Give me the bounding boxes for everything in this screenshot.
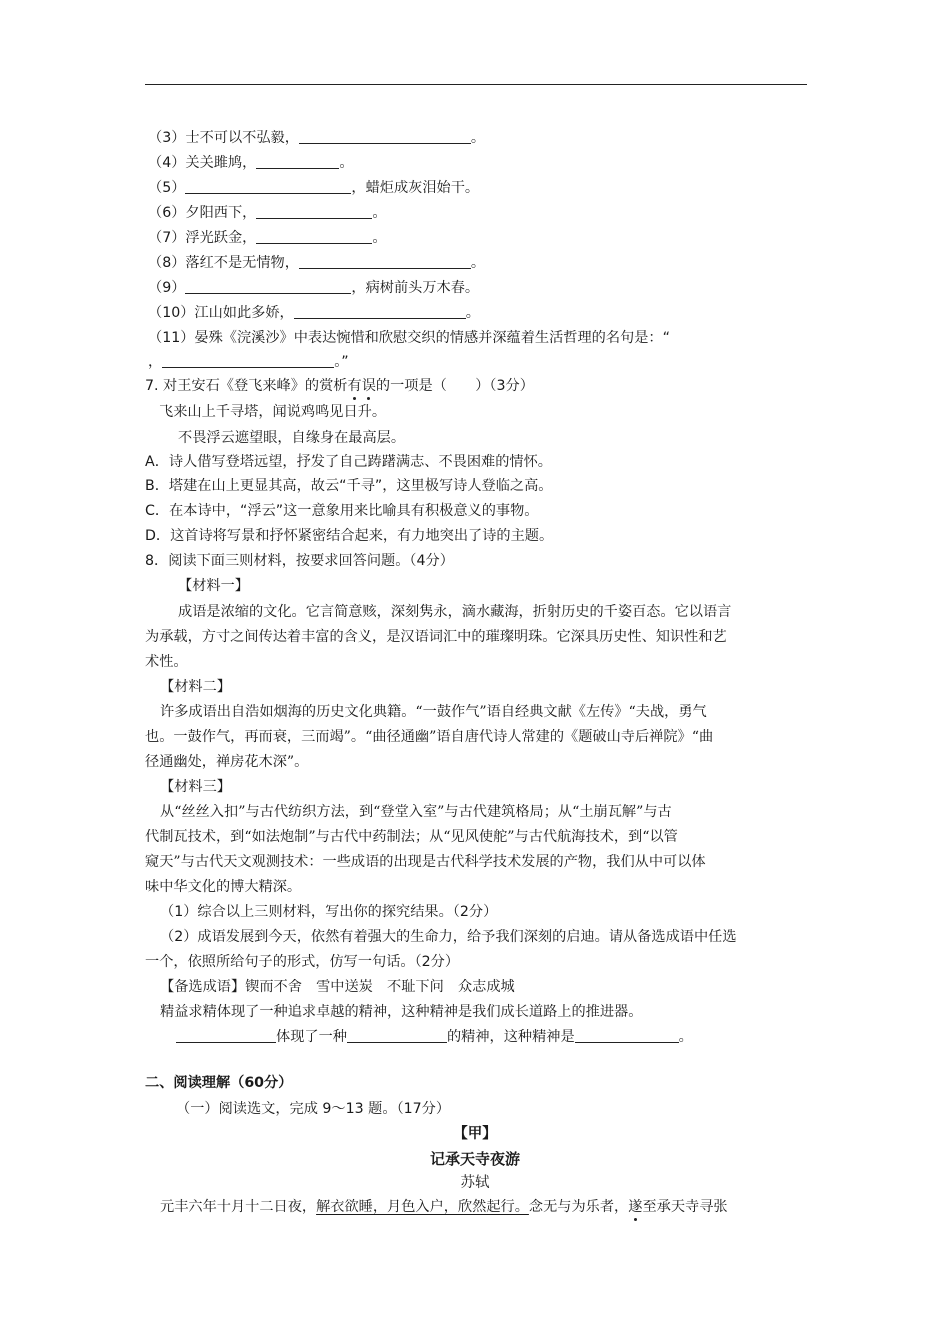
q7-poem-line1: 飞来山上千寻塔，闻说鸡鸣见日升。 (159, 404, 387, 420)
answer-blank[interactable] (256, 228, 372, 244)
q8-sub1: （1）综合以上三则材料，写出你的探究结果。（2分） (160, 904, 498, 920)
essay-title: 记承天寺夜游 (429, 1150, 520, 1168)
q7-option-c[interactable]: C．在本诗中，“浮云”这一意象用来比喻具有积极意义的事物。 (145, 503, 539, 519)
material-1-line: 为承载，方寸之间传达着丰富的含义，是汉语词汇中的璀璨明珠。它深具历史性、知识性和艺 (145, 629, 727, 645)
material-2-title: 【材料二】 (160, 679, 231, 695)
fill-item-6: （6）夕阳西下， 。 (148, 205, 387, 221)
material-3-line: 代制瓦技术，到“如法炮制”与古代中药制法；从“见风使舵”与古代航海技术，到“以管 (145, 829, 678, 845)
answer-blank[interactable] (575, 1027, 679, 1043)
passage-label: 【甲】 (453, 1126, 497, 1142)
q7-option-a[interactable]: A．诗人借写登塔远望，抒发了自己踌躇满志、不畏困难的情怀。 (145, 454, 552, 470)
emphasis-dot-char: 遂 (628, 1199, 643, 1215)
answer-blank[interactable] (299, 253, 471, 269)
material-2-line: 许多成语出自浩如烟海的历史文化典籍。“一鼓作气”语自经典文献《左传》“夫战，勇气 (160, 704, 707, 720)
material-2-line: 也。一鼓作气，再而衰，三而竭”。“曲径通幽”语自唐代诗人常建的《题破山寺后禅院》“曲 (145, 729, 714, 745)
material-3-title: 【材料三】 (160, 779, 231, 795)
answer-blank[interactable] (299, 128, 471, 144)
answer-blank[interactable] (185, 178, 351, 194)
emphasis-dot-char: 误 (361, 378, 376, 394)
answer-blank[interactable] (185, 278, 351, 294)
fill-item-3: （3）士不可以不弘毅， 。 (148, 130, 486, 146)
q8-stem: 8．阅读下面三则材料，按要求回答问题。（4分） (145, 553, 454, 569)
q8-sub2-line: （2）成语发展到今天，依然有着强大的生命力，给予我们深刻的启迪。请从备选成语中任选 (160, 929, 737, 945)
material-1-line: 成语是浓缩的文化。它言简意赅，深刻隽永，滴水藏海，折射历史的千姿百态。它以语言 (178, 604, 732, 620)
fill-item-5: （5） ，蜡炬成灰泪始干。 (148, 180, 480, 196)
idioms-line: 【备选成语】锲而不舍 雪中送炭 不耻下问 众志成城 (160, 979, 515, 995)
q7-poem-line2: 不畏浮云遮望眼，自缘身在最高层。 (178, 430, 406, 446)
fill-item-8: （8）落红不是无情物， 。 (148, 255, 486, 271)
imitation-line: 体现了一种 的精神，这种精神是 。 (176, 1027, 693, 1047)
essay-first-line: 元丰六年十月十二日夜，解衣欲睡，月色入户，欣然起行。念无与为乐者，遂至承天寺寻张 (160, 1199, 728, 1215)
q8-sub2-line: 一个，依照所给句子的形式，仿写一句话。（2分） (145, 954, 460, 970)
answer-blank[interactable] (176, 1027, 276, 1043)
header-rule (145, 84, 807, 85)
fill-item-4: （4）关关雎鸠， 。 (148, 155, 354, 171)
section-heading: 二、阅读理解（60分） (145, 1075, 293, 1091)
example-sentence: 精益求精体现了一种追求卓越的精神，这种精神是我们成长道路上的推进器。 (160, 1004, 643, 1020)
answer-blank[interactable] (347, 1027, 447, 1043)
answer-blank[interactable] (162, 352, 334, 368)
material-2-line: 径通幽处，禅房花木深”。 (145, 754, 309, 770)
material-3-line: 从“丝丝入扣”与古代纺织方法，到“登堂入室”与古代建筑格局；从“土崩瓦解”与古 (160, 804, 672, 820)
fill-item-7: （7）浮光跃金， 。 (148, 230, 387, 246)
underlined-phrase: 解衣欲睡，月色入户，欣然起行。 (316, 1199, 529, 1215)
material-3-line: 味中华文化的博大精深。 (145, 879, 302, 895)
q11-line2: ， 。” (148, 354, 349, 370)
material-1-line: 术性。 (145, 654, 188, 670)
fill-item-10: （10）江山如此多娇， 。 (148, 305, 480, 321)
essay-author: 苏轼 (460, 1175, 490, 1191)
material-1-title: 【材料一】 (178, 578, 249, 594)
section-sub-heading: （一）阅读选文，完成 9～13 题。（17分） (176, 1101, 451, 1117)
q7-option-b[interactable]: B．塔建在山上更显其高，故云“千寻”，这里极写诗人登临之高。 (145, 478, 553, 494)
material-3-line: 窥天”与古代天文观测技术：一些成语的出现是古代科学技术发展的产物，我们从中可以体 (145, 854, 706, 870)
q7-option-d[interactable]: D．这首诗将写景和抒怀紧密结合起来，有力地突出了诗的主题。 (145, 528, 554, 544)
answer-blank[interactable] (256, 203, 372, 219)
emphasis-dot-char: 有 (347, 378, 362, 394)
q11-line1: （11）晏殊《浣溪沙》中表达惋惜和欣慰交织的情感并深蕴着生活哲理的名句是：“ (148, 330, 670, 346)
fill-item-9: （9） ，病树前头万木春。 (148, 280, 480, 296)
answer-blank[interactable] (294, 303, 466, 319)
answer-blank[interactable] (256, 153, 339, 169)
q7-stem: 7. 对王安石《登飞来峰》的赏析有误的一项是（ ）（3分） (145, 378, 534, 394)
